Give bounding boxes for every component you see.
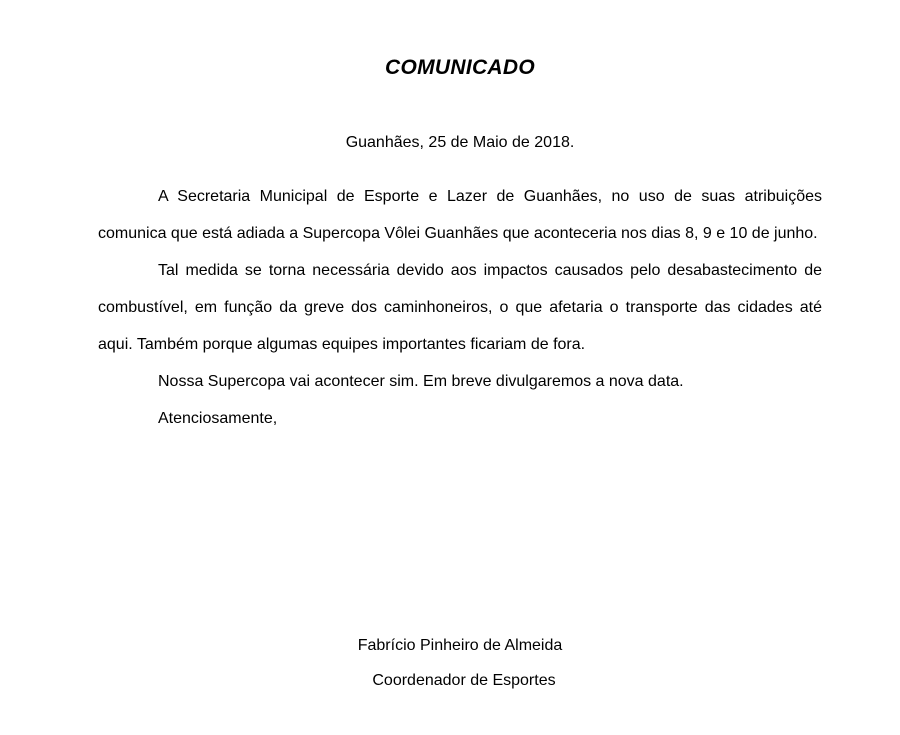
document-body — [98, 178, 822, 437]
closing-salutation: Atenciosamente, — [158, 410, 278, 427]
signature-block — [0, 628, 900, 698]
paragraph-new-date: Nossa Supercopa vai acontecer sim. Em breve divulgaremos a nova data. — [158, 373, 684, 390]
signatory-role: Coordenador de Esportes — [372, 672, 556, 689]
paragraph-reason: Tal medida se torna necessária devido aos impactos causados pelo desabastecimento de combustível, em função da greve dos caminhoneiros, o que afetaria o transporte das cidades até aqui. Também porque algumas equipes importantes ficariam de fora. — [98, 262, 822, 353]
signatory-name: Fabrício Pinheiro de Almeida — [357, 637, 563, 654]
document-title: COMUNICADO — [385, 56, 535, 79]
paragraph-announcement: A Secretaria Municipal de Esporte e Lazer de Guanhães, no uso de suas atribuições comunica que está adiada a Supercopa Vôlei Guanhães que aconteceria nos dias 8, 9 e 10 de junho. — [98, 188, 822, 242]
date-line: Guanhães, 25 de Maio de 2018. — [345, 134, 575, 151]
